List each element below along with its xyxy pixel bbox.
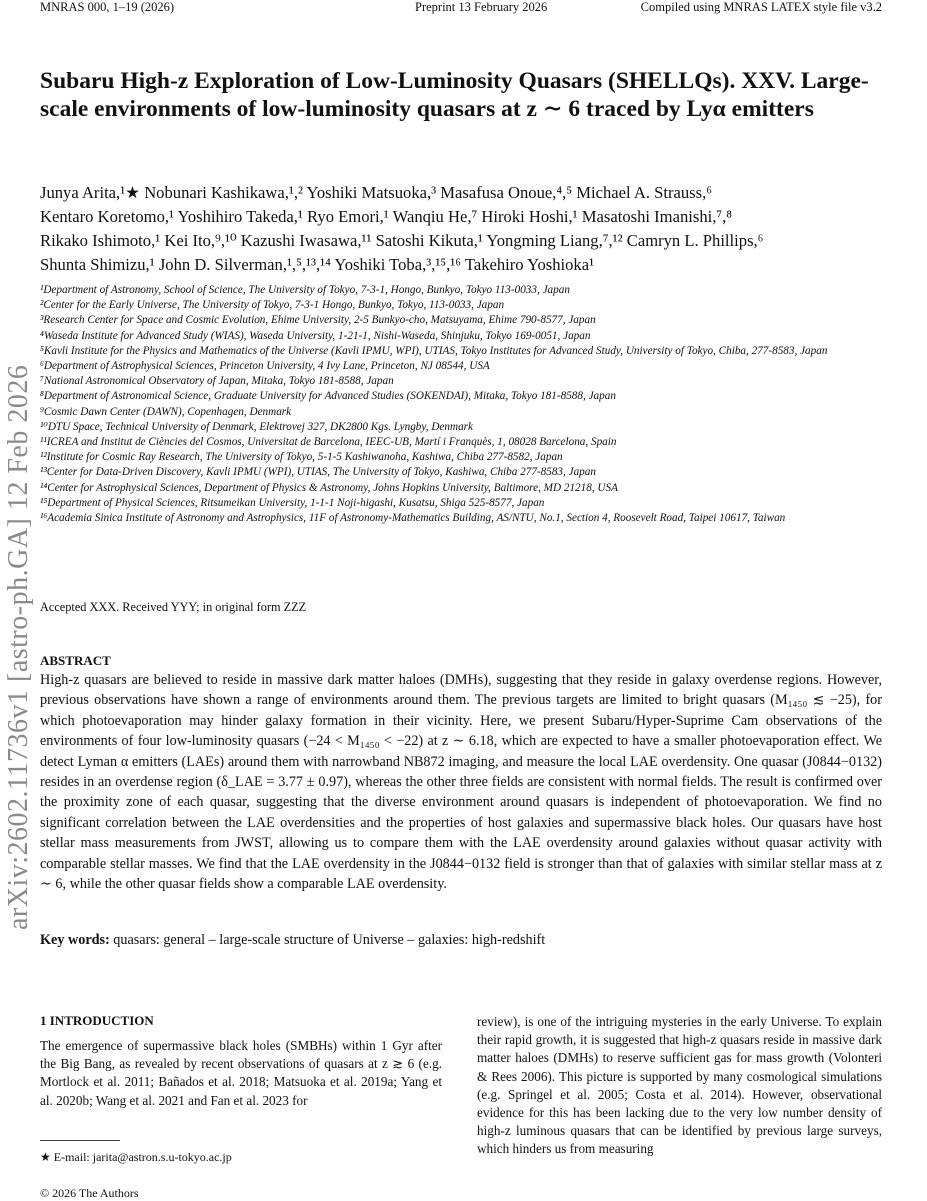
author-line: Kentaro Koretomo,¹ Yoshihiro Takeda,¹ Ryo Emori,¹ Wanqiu He,⁷ Hiroki Hoshi,¹ Masatoshi Imanishi,⁷,⁸ [40, 207, 733, 226]
abstract-body [40, 670, 882, 894]
running-header [40, 0, 882, 20]
author-list [40, 181, 927, 277]
email-footnote: ★ E-mail: jarita@astron.s.u-tokyo.ac.jp [40, 1150, 232, 1164]
affiliation: ⁷National Astronomical Observatory of Japan, Mitaka, Tokyo 181-8588, Japan [40, 375, 394, 388]
affiliation: ⁵Kavli Institute for the Physics and Mathematics of the Universe (Kavli IPMU, WPI), UTIAS, Tokyo Institutes for Advanced Study, University of Tokyo, Chiba, 277-8583, Japan [40, 344, 828, 357]
affiliation: ¹⁵Department of Physical Sciences, Ritsumeikan University, 1-1-1 Noji-higashi, Kusatsu, Shiga 525-8577, Japan [40, 496, 545, 509]
intro-paragraph-left: The emergence of supermassive black holes (SMBHs) within 1 Gyr after the Big Bang, as revealed by recent observations of quasars at z ≳ 6 (e.g. Mortlock et al. 2011; Bañados et al. 2018; Matsuoka et al. 2019a; Yang et al. 2020b; Wang et al. 2021 and Fan et al. 2023 for [40, 1038, 442, 1108]
affiliation: ¹⁶Academia Sinica Institute of Astronomy and Astrophysics, 11F of Astronomy-Mathematics Building, AS/NTU, No.1, Section 4, Roosevelt Road, Taipei 10617, Taiwan [40, 512, 786, 525]
affiliation: ¹⁴Center for Astrophysical Sciences, Department of Physics & Astronomy, Johns Hopkins University, Baltimore, MD 21218, USA [40, 481, 618, 494]
paper-title: Subaru High-z Exploration of Low-Luminosity Quasars (SHELLQs). XXV. Large-scale environments of low-luminosity quasars at z ∼ 6 traced by Lyα emitters [40, 68, 869, 122]
abstract-text: High-z quasars are believed to reside in massive dark matter haloes (DMHs), suggesting that they reside in galaxy overdense regions. However, previous observations have shown a range of environments around them. The previous targets are limited to bright quasars (M₁₄₅₀ ≲ −25), for which photoevaporation may hinder galaxy formation in their vicinity. Here, we present Subaru/Hyper-Suprime Cam observations of the environments of four low-luminosity quasars (−24 < M₁₄₅₀ < −22) at z ∼ 6.18, which are expected to have a smaller photoevaporation effect. We detect Lyman α emitters (LAEs) around them with narrowband NB872 imaging, and measure the local LAE overdensity. One quasar (J0844−0132) resides in an overdense region (δ_LAE = 3.77 ± 0.97), whereas the other three fields are consistent with normal fields. The result is confirmed over the proximity zone of each quasar, suggesting that the diverse environment around quasars is independent of photoevaporation. We find no significant correlation between the LAE overdensities and the properties of host galaxies and supermassive black holes. Our quasars have host stellar mass measurements from JWST, allowing us to compare them with the LAE overdensity around galaxies without quasar activity with comparable stellar masses. We find that the LAE overdensity in the J0844−0132 field is stronger than that of galaxies with similar stellar mass at z ∼ 6, while the other quasar fields show a comparable LAE overdensity. [40, 672, 882, 893]
affiliation: ⁶Department of Astrophysical Sciences, Princeton University, 4 Ivy Lane, Princeton, NJ 08544, USA [40, 360, 490, 373]
affiliation: ³Research Center for Space and Cosmic Evolution, Ehime University, 2-5 Bunkyo-cho, Matsuyama, Ehime 790-8577, Japan [40, 314, 596, 327]
affiliation: ¹²Institute for Cosmic Ray Research, The University of Tokyo, 5-1-5 Kashiwanoha, Kashiwa, Chiba 277-8582, Japan [40, 451, 563, 464]
preprint-date: Preprint 13 February 2026 [415, 0, 548, 14]
journal-ref: MNRAS 000, 1–19 (2026) [40, 0, 175, 14]
keywords-text: quasars: general – large-scale structure of Universe – galaxies: high-redshift [113, 932, 546, 948]
abstract-heading: ABSTRACT [40, 653, 111, 668]
affiliation: ¹³Center for Data-Driven Discovery, Kavli IPMU (WPI), UTIAS, The University of Tokyo, Kashiwa, Chiba 277-8583, Japan [40, 466, 596, 479]
author-line: Shunta Shimizu,¹ John D. Silverman,¹,⁵,¹³,¹⁴ Yoshiki Toba,³,¹⁵,¹⁶ Takehiro Yoshioka¹ [40, 255, 595, 274]
affiliation: ⁴Waseda Institute for Advanced Study (WIAS), Waseda University, 1-21-1, Nishi-Waseda, Shinjuku, Tokyo 169-0051, Japan [40, 329, 591, 342]
right-column [477, 1013, 882, 1159]
affiliation-list [40, 283, 927, 526]
footnote-divider [40, 1140, 120, 1141]
section-heading: 1 INTRODUCTION [40, 1013, 154, 1028]
intro-paragraph-right: review), is one of the intriguing mysteries in the early Universe. To explain their rapid growth, it is suggested that high-z quasars reside in massive dark matter haloes (DMHs) to reserve sufficient gas for mass growth (Volonteri & Rees 2006). This picture is supported by many cosmological simulations (e.g. Springel et al. 2005; Costa et al. 2014). However, observational evidence for this has been lacking due to the very low number density of high-z luminous quasars that can be identified by previous large surveys, which hinders us from measuring [477, 1014, 882, 1157]
compiled-note: Compiled using MNRAS LATEX style file v3.2 [640, 0, 882, 14]
keywords-label: Key words: [40, 932, 110, 948]
keywords [40, 932, 545, 949]
affiliation: ¹¹ICREA and Institut de Ciències del Cosmos, Universitat de Barcelona, IEEC-UB, Martí i Franquès, 1, 08028 Barcelona, Spain [40, 436, 617, 449]
author-line: Junya Arita,¹★ Nobunari Kashikawa,¹,² Yoshiki Matsuoka,³ Masafusa Onoue,⁴,⁵ Michael A. Strauss,⁶ [40, 183, 713, 202]
affiliation: ¹Department of Astronomy, School of Science, The University of Tokyo, 7-3-1, Hongo, Bunkyo, Tokyo 113-0033, Japan [40, 284, 570, 296]
affiliation: ⁸Department of Astronomical Science, Graduate University for Advanced Studies (SOKENDAI), Mitaka, Tokyo 181-8588, Japan [40, 390, 616, 403]
copyright-line: © 2026 The Authors [40, 1186, 139, 1200]
affiliation: ¹⁰DTU Space, Technical University of Denmark, Elektrovej 327, DK2800 Kgs. Lyngby, Denmark [40, 420, 473, 433]
affiliation: ²Center for the Early Universe, The University of Tokyo, 7-3-1 Hongo, Bunkyo, Tokyo, 113-0033, Japan [40, 299, 505, 312]
left-column [40, 1037, 442, 1110]
author-line: Rikako Ishimoto,¹ Kei Ito,⁹,¹⁰ Kazushi Iwasawa,¹¹ Satoshi Kikuta,¹ Yongming Liang,⁷,¹² Camryn L. Phillips,⁶ [40, 231, 764, 250]
affiliation: ⁹Cosmic Dawn Center (DAWN), Copenhagen, Denmark [40, 405, 292, 418]
received-dates: Accepted XXX. Received YYY; in original form ZZZ [40, 600, 307, 614]
arxiv-sidebar-stamp: arXiv:2602.11736v1 [astro-ph.GA] 12 Feb 2026 [3, 364, 34, 930]
